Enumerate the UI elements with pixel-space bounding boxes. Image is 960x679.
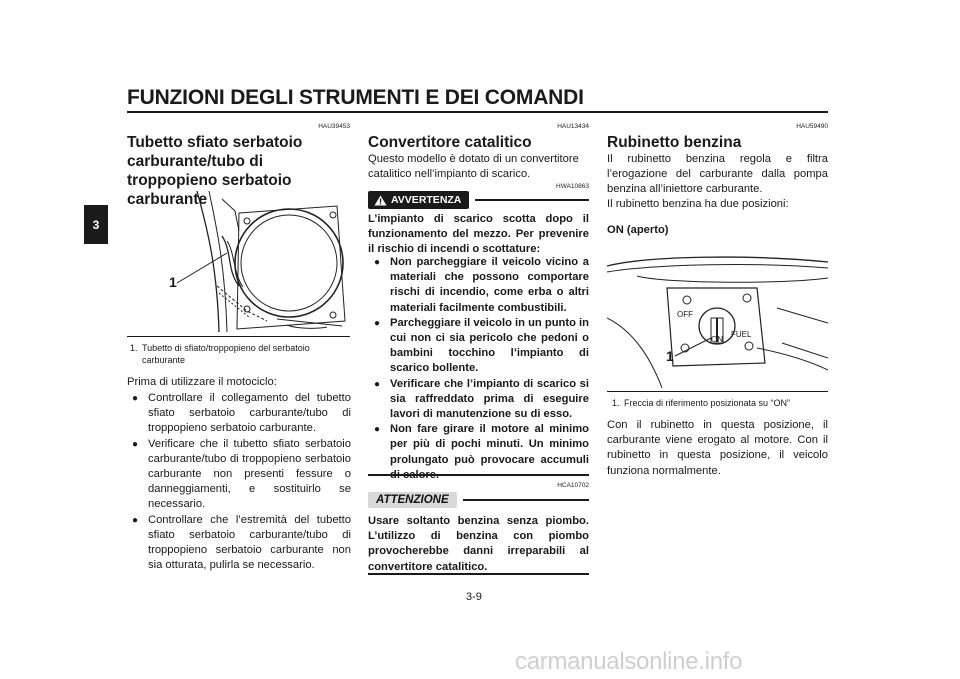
page-number: 3-9 — [466, 591, 482, 603]
warning-text: L’impianto di scarico scotta dopo il funzionamento del mezzo. Per prevenire il rischio di incendi o scottature: — [368, 213, 589, 256]
figure-caption — [612, 398, 828, 410]
label-on: ON — [711, 335, 723, 344]
list-item: ● Non fare girare il motore al minimo per più di pochi minuti. Un minimo prolungato può provocare accumuli — [370, 422, 589, 483]
figure-divider — [607, 391, 828, 392]
figure-fuel-breather-hose — [127, 191, 350, 332]
caption-number: 1. — [130, 343, 138, 353]
section-heading: Tubetto sfiato serbatoio carburante/tubo di troppopieno serbatoio carburante — [127, 134, 303, 208]
body-text: Questo modello è dotato di un convertitore catalitico nell’impianto di scarico. — [368, 153, 579, 181]
caution-header — [368, 490, 589, 510]
warning-triangle-icon — [374, 195, 387, 206]
figure-callout-1: 1 — [666, 348, 674, 364]
header-rule — [127, 111, 828, 113]
checklist — [128, 391, 351, 573]
warning-header — [368, 191, 589, 209]
section-code: HAU39453 — [318, 123, 350, 130]
caption-text: Freccia di riferimento posizionata su “ON” — [624, 398, 791, 408]
section-code: HAU13434 — [557, 123, 589, 130]
caution-rule — [463, 499, 589, 501]
after-text: Con il rubinetto in questa posizione, il carburante viene erogato al motore. Con il rubinetto in questa posizione, il veicolo funziona normalmente. — [607, 419, 828, 477]
section-heading: Convertitore catalitico — [368, 134, 532, 151]
warning-badge — [368, 191, 469, 209]
caution-end-rule — [368, 573, 589, 575]
fuel-cock-illustration — [607, 248, 828, 388]
list-item: ● Controllare che l’estremità del tubetto sfiato serbatoio carburante/tubo di troppopieno serbatoio carburante non sia otturata, pulirla se necessario. — [128, 513, 351, 574]
list-item: ● Non parcheggiare il veicolo vicino a materiali che possono comportare rischi di incendio, come erba o altri materiali facilmente combustibili. — [370, 255, 589, 316]
label-fuel: FUEL — [731, 330, 752, 339]
figure-divider — [127, 336, 350, 337]
warning-list — [370, 255, 589, 483]
caution-text: Usare soltanto benzina senza piombo. L’utilizzo di benzina con piombo provocherebbe danni irreparabili al convertitore catalitico. — [368, 515, 589, 573]
list-item: ● Controllare il collegamento del tubetto sfiato serbatoio carburante/tubo di troppopieno serbatoio carburante. — [128, 391, 351, 437]
list-item: ● Verificare che l’impianto di scarico si sia raffreddato prima di eseguire lavori di manutenzione su di esso. — [370, 377, 589, 423]
section-tab: 3 — [84, 205, 108, 244]
warning-end-rule — [368, 474, 589, 476]
warning-code: HWA10863 — [556, 183, 589, 190]
caution-label: ATTENZIONE — [368, 492, 457, 508]
figure-caption — [130, 343, 350, 365]
subheading-on: ON (aperto) — [607, 224, 669, 236]
figure-callout-1: 1 — [169, 274, 177, 290]
figure-fuel-cock — [607, 248, 828, 388]
caption-number: 1. — [612, 398, 620, 408]
body-text: Il rubinetto benzina regola e filtra l’erogazione del carburante dalla pompa benzina all’iniettore carburante. — [607, 153, 828, 196]
list-item: ● Parcheggiare il veicolo in un punto in cui non ci sia pericolo che pedoni o bambini tocchino l’impianto di scarico bollente. — [370, 316, 589, 377]
warning-label: AVVERTENZA — [391, 194, 462, 206]
label-off: OFF — [677, 310, 693, 319]
body-text-2: Il rubinetto benzina ha due posizioni: — [607, 198, 789, 210]
warning-rule — [475, 199, 589, 201]
engine-illustration — [127, 191, 350, 332]
list-item: ● Verificare che il tubetto sfiato serbatoio carburante/tubo di troppopieno serbatoio carburante non presenti fessure o danneggiamenti, e sostituirlo se necessario. — [128, 437, 351, 513]
caption-text: Tubetto di sfiato/troppopieno del serbatoio carburante — [142, 343, 310, 365]
caution-code: HCA10702 — [557, 482, 589, 489]
section-code: HAU59490 — [796, 123, 828, 130]
page-title: FUNZIONI DEGLI STRUMENTI E DEI COMANDI — [127, 86, 584, 109]
watermark: carmanualsonline.info — [515, 648, 743, 675]
section-heading: Rubinetto benzina — [607, 134, 742, 151]
intro-text: Prima di utilizzare il motociclo: — [127, 376, 277, 388]
